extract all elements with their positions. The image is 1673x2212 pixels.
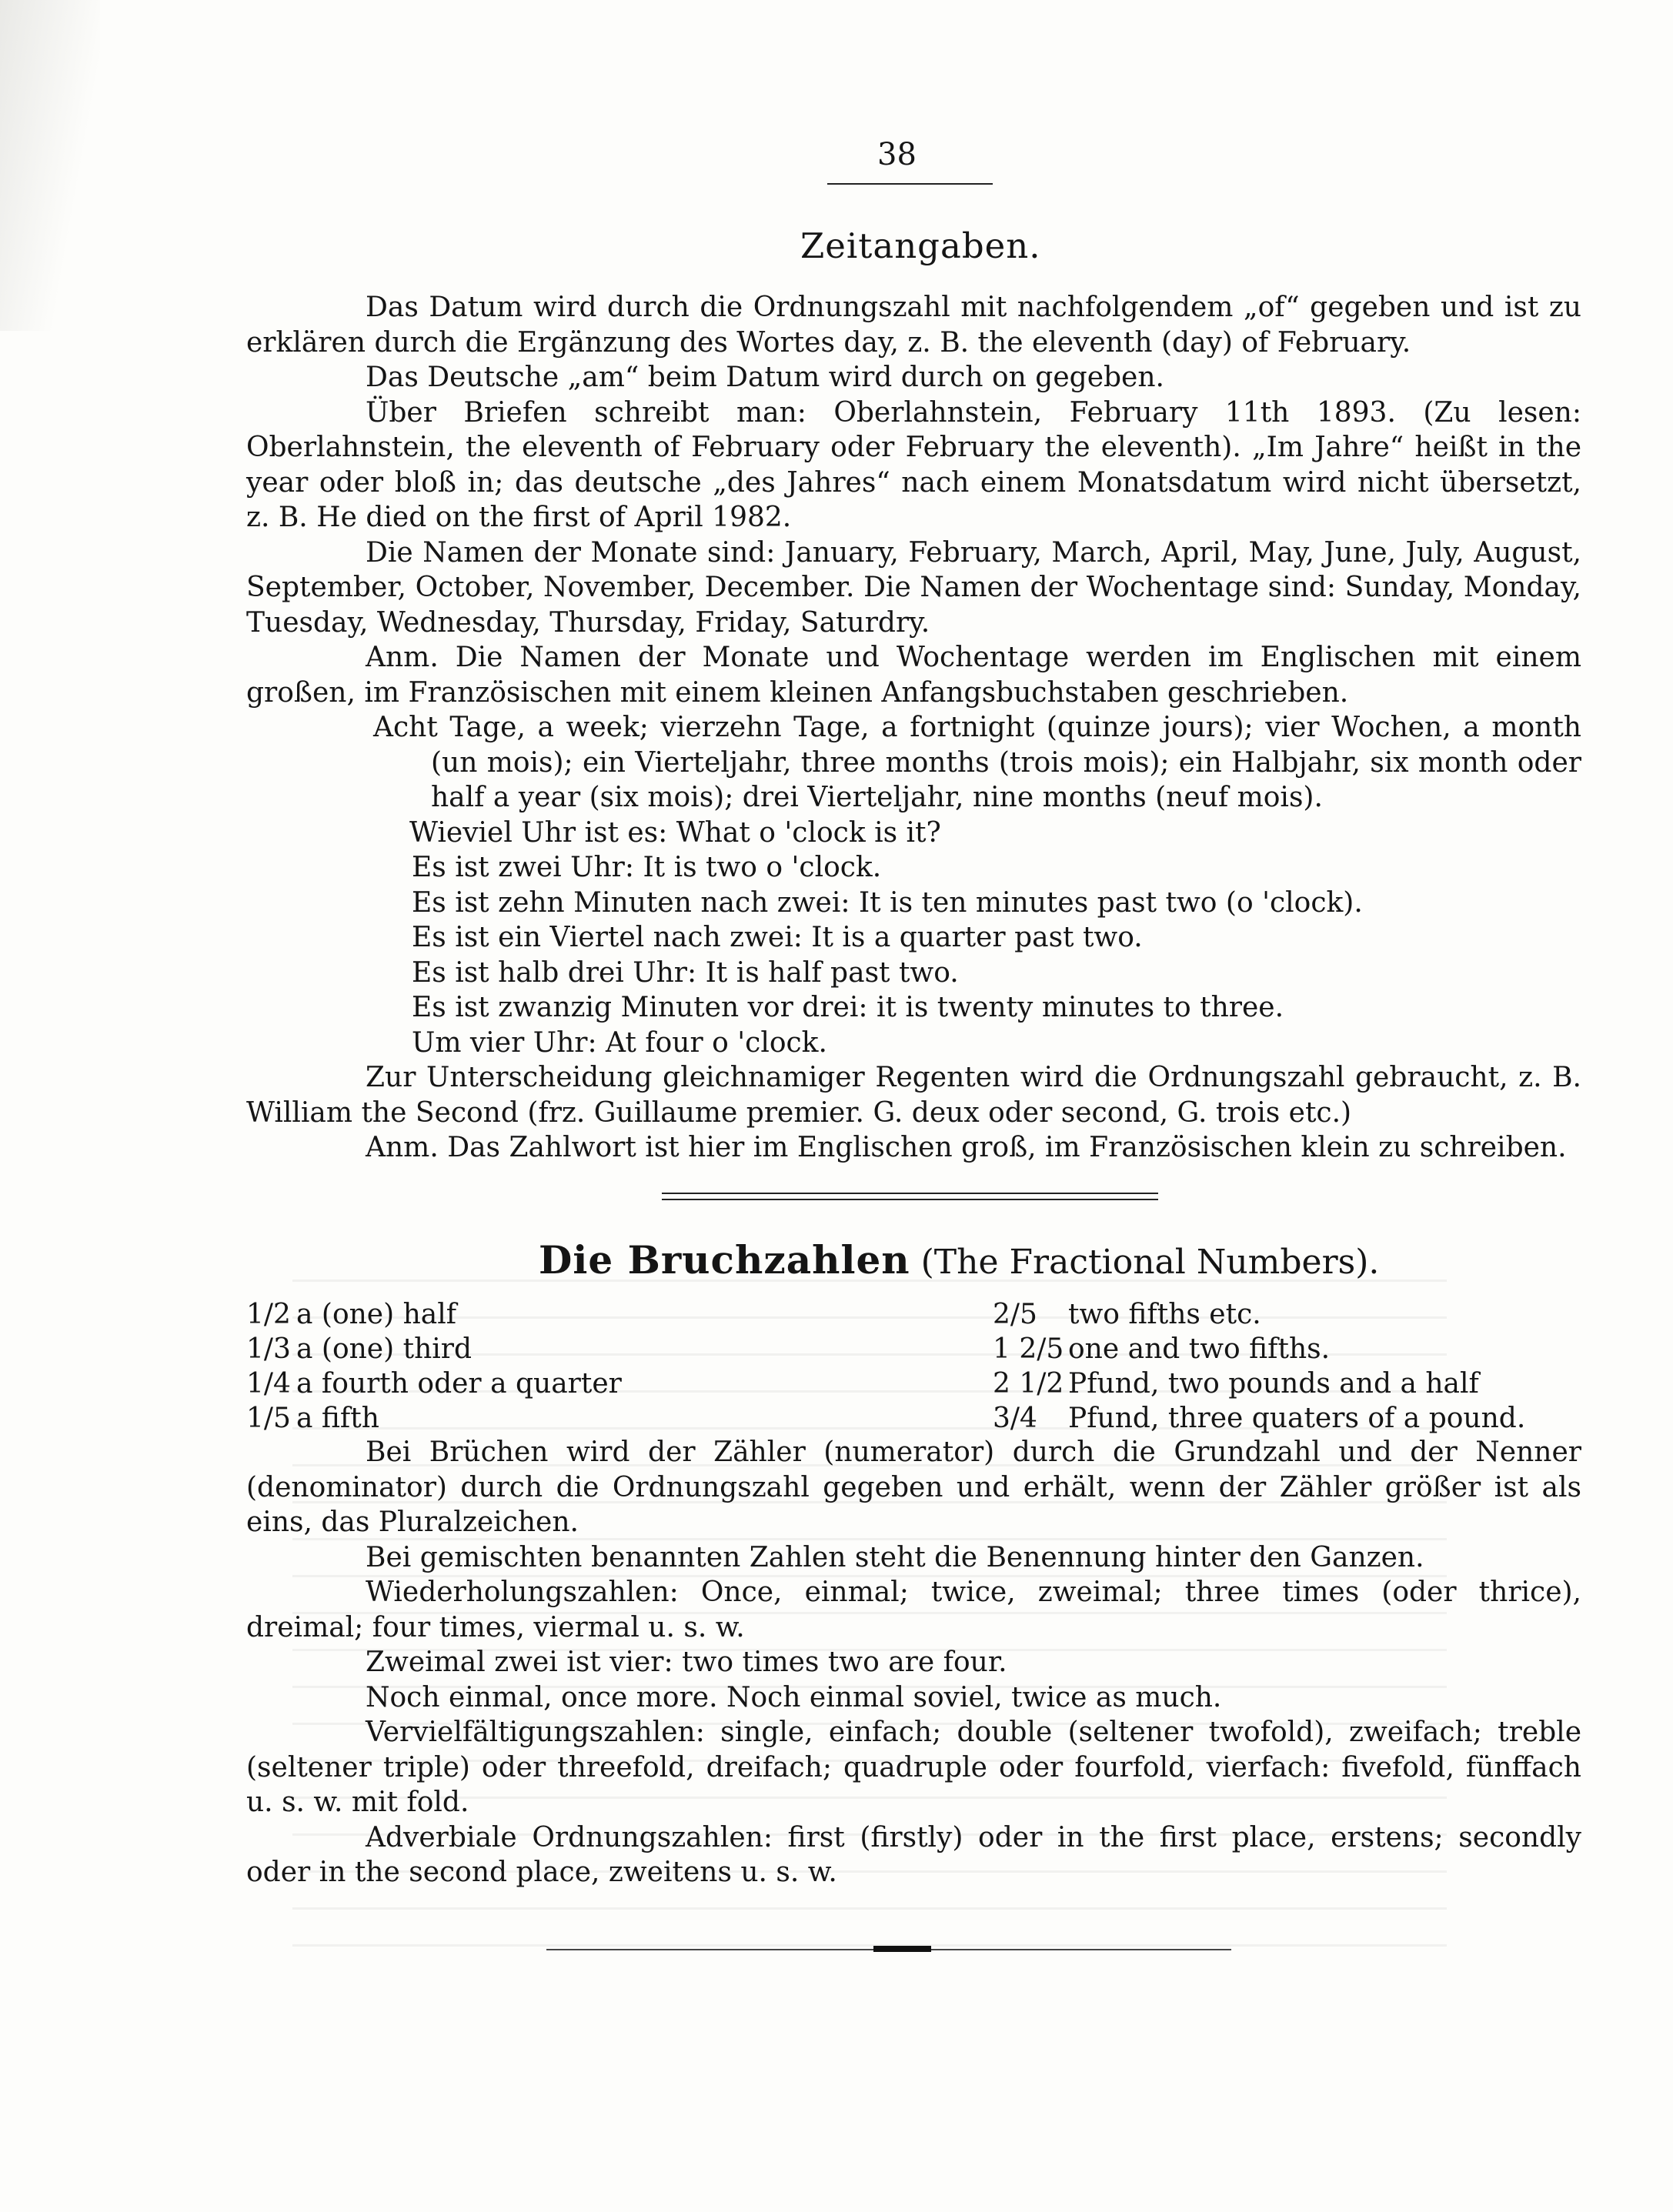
fractions-heading-english: (The Fractional Numbers). bbox=[920, 1243, 1380, 1282]
paragraph-monate: Die Namen der Monate sind: January, February, March, April, May, June, July, August, September, October, November, December. Die Namen der Wochentage sind: Sunday, Monday, Tuesday, Wednesday, Thursday, Friday, Saturdry. bbox=[246, 536, 1581, 639]
fraction-row bbox=[246, 1297, 1581, 1332]
fraction-value: 1/2 bbox=[246, 1299, 291, 1330]
fraction-text: two fifths etc. bbox=[1068, 1299, 1261, 1330]
fraction-text: a fourth oder a quarter bbox=[296, 1368, 622, 1400]
fraction-value: 2 1/2 bbox=[993, 1368, 1064, 1400]
section-divider bbox=[662, 1193, 1158, 1194]
paragraph-zeitraeume: Acht Tage, a week; vierzehn Tage, a fortnight (quinze jours); vier Wochen, a month (un mois); ein Vierteljahr, three months (trois mois); ein Halbjahr, six month oder half a year (six mois); drei Vierteljahr, nine months (neuf mois). bbox=[373, 712, 1581, 813]
paragraph-wiederholung: Wiederholungszahlen: Once, einmal; twice, zweimal; three times (oder thrice), dreimal; four times, viermal u. s. w. bbox=[246, 1576, 1581, 1643]
time-line: Es ist zwei Uhr: It is two o 'clock. bbox=[412, 852, 882, 883]
fraction-row bbox=[246, 1366, 1581, 1401]
page-number: 38 bbox=[877, 137, 917, 172]
paragraph-zweimal: Zweimal zwei ist vier: two times two are four. bbox=[366, 1646, 1007, 1678]
time-line: Es ist ein Viertel nach zwei: It is a quarter past two. bbox=[412, 922, 1143, 953]
fraction-text: a fifth bbox=[296, 1403, 379, 1434]
section-divider bbox=[662, 1199, 1158, 1200]
paragraph-noch-einmal: Noch einmal, once more. Noch einmal soviel, twice as much. bbox=[366, 1681, 1222, 1713]
paragraph-anmerkung-2: Anm. Das Zahlwort ist hier im Englischen groß, im Französischen klein zu schreiben. bbox=[366, 1132, 1567, 1163]
paragraph-regenten: Zur Unterscheidung gleichnamiger Regenten wird die Ordnungszahl gebraucht, z. B. William the Second (frz. Guillaume premier. G. deux oder second, G. trois etc.) bbox=[246, 1062, 1581, 1129]
fraction-text: a (one) half bbox=[296, 1299, 457, 1330]
time-line: Wieviel Uhr ist es: What o 'clock is it? bbox=[409, 816, 941, 849]
time-line: Es ist halb drei Uhr: It is half past two. bbox=[412, 956, 959, 989]
paper-edge-shadow bbox=[0, 0, 100, 331]
fraction-value: 1/4 bbox=[246, 1368, 291, 1400]
fractions-heading bbox=[539, 1237, 1379, 1283]
end-ornament bbox=[873, 1946, 931, 1952]
paragraph-anmerkung-1: Anm. Die Namen der Monate und Wochentage werden im Englischen mit einem großen, im Französischen mit einem kleinen Anfangsbuchstaben geschrieben. bbox=[246, 642, 1581, 709]
time-line: Es ist zehn Minuten nach zwei: It is ten minutes past two (o 'clock). bbox=[412, 886, 1363, 919]
fraction-text: a (one) third bbox=[296, 1333, 473, 1365]
fraction-text: Pfund, three quaters of a pound. bbox=[1068, 1403, 1526, 1434]
fraction-value: 1/3 bbox=[246, 1333, 291, 1365]
fraction-value: 1/5 bbox=[246, 1403, 291, 1434]
fraction-text: one and two fifths. bbox=[1068, 1333, 1331, 1365]
fraction-value: 3/4 bbox=[993, 1403, 1037, 1434]
paragraph-adverbiale: Adverbiale Ordnungszahlen: first (firstly) oder in the first place, erstens; secondly oder in the second place, zweitens u. s. w. bbox=[246, 1821, 1581, 1888]
section-body bbox=[246, 290, 1581, 1166]
time-line: Es ist zwanzig Minuten vor drei: it is twenty minutes to three. bbox=[412, 992, 1284, 1023]
paragraph-brueche: Bei Brüchen wird der Zähler (numerator) durch die Grundzahl und der Nenner (denominator) durch die Ordnungszahl gegeben und erhält, wenn der Zähler größer ist als eins, das Pluralzeichen. bbox=[246, 1436, 1581, 1538]
fraction-row bbox=[246, 1332, 1581, 1366]
fraction-value: 1 2/5 bbox=[993, 1333, 1064, 1365]
fraction-row bbox=[246, 1401, 1581, 1436]
time-line: Um vier Uhr: At four o 'clock. bbox=[412, 1026, 827, 1059]
paragraph-gemischte: Bei gemischten benannten Zahlen steht die Benennung hinter den Ganzen. bbox=[366, 1541, 1424, 1573]
fractions-body bbox=[246, 1435, 1581, 1890]
paragraph-datum: Das Datum wird durch die Ordnungszahl mit nachfolgendem „of“ gegeben und ist zu erklären durch die Ergänzung des Wortes day, z. B. the eleventh (day) of February. bbox=[246, 292, 1581, 359]
fraction-text: Pfund, two pounds and a half bbox=[1068, 1368, 1479, 1400]
fractions-table bbox=[246, 1297, 1581, 1436]
fractions-heading-german: Die Bruchzahlen bbox=[539, 1237, 910, 1283]
paragraph-vervielfaeltigung: Vervielfältigungszahlen: single, einfach; double (seltener twofold), zweifach; treble (seltener triple) oder threefold, dreifach; quadruple oder fourfold, vierfach: fivefold, fünffach u. s. w. mit fold. bbox=[246, 1717, 1581, 1818]
fraction-value: 2/5 bbox=[993, 1299, 1037, 1330]
page-number-rule bbox=[827, 183, 993, 185]
section-title: Zeitangaben. bbox=[800, 225, 1041, 266]
paragraph-am: Das Deutsche „am“ beim Datum wird durch on gegeben. bbox=[366, 362, 1164, 393]
paragraph-briefe: Über Briefen schreibt man: Oberlahnstein, February 11th 1893. (Zu lesen: Oberlahnstein, the eleventh of February oder February the eleventh). „Im Jahre“ heißt in the year oder bloß in; das deutsche „des Jahres“ nach einem Monatsdatum wird nicht übersetzt, z. B. He died on the first of April 1982. bbox=[246, 396, 1581, 533]
